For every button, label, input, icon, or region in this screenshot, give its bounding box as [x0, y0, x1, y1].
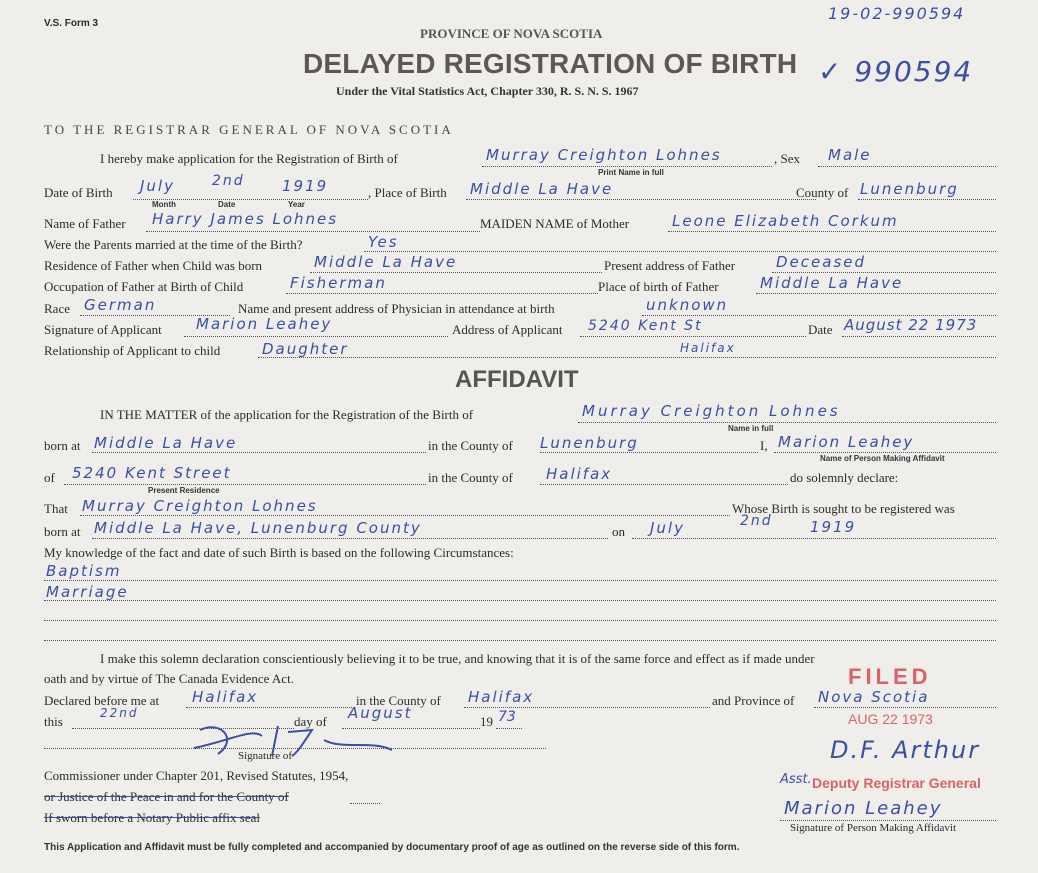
registrar-prefix: Asst.: [780, 772, 812, 787]
declared-at: Halifax: [192, 688, 259, 706]
on-month: July: [650, 519, 685, 537]
on-day: 2nd: [740, 513, 773, 529]
that-value: Murray Creighton Lohnes: [82, 497, 318, 515]
person-hint: Name of Person Making Affidavit: [820, 454, 945, 463]
relationship-value: Daughter: [262, 340, 349, 358]
year-suffix: 73: [498, 709, 516, 725]
mother-value: Leone Elizabeth Corkum: [672, 212, 899, 230]
sig-applicant-label: Signature of Applicant: [44, 322, 162, 337]
filed-stamp-date: AUG 22 1973: [848, 711, 933, 727]
dob-month: July: [140, 177, 175, 195]
father-value: Harry James Lohnes: [152, 210, 339, 228]
addr-applicant-value: 5240 Kent St: [588, 318, 703, 334]
declared-county: Halifax: [468, 688, 535, 706]
child-name: Murray Creighton Lohnes: [486, 146, 722, 164]
affidavit-heading: AFFIDAVIT: [455, 366, 579, 393]
form-subtitle: Under the Vital Statistics Act, Chapter 330, R. S. N. S. 1967: [336, 84, 639, 98]
file-number-check: ✓ 990594: [818, 55, 974, 88]
month-hint: Month: [152, 200, 176, 209]
filed-stamp: FILED: [848, 664, 932, 689]
place-value: Middle La Have: [470, 180, 614, 198]
day-of-label: day of: [294, 714, 327, 729]
this-day: 22nd: [100, 706, 139, 720]
registrar-line: TO THE REGISTRAR GENERAL OF NOVA SCOTIA: [44, 122, 454, 137]
province-label: and Province of: [712, 693, 795, 708]
present-residence-hint: Present Residence: [148, 486, 220, 495]
print-name-hint: Print Name in full: [598, 168, 664, 177]
province-heading: PROVINCE OF NOVA SCOTIA: [420, 26, 603, 41]
married-value: Yes: [368, 233, 399, 251]
circumstance-item: Marriage: [46, 583, 129, 601]
matter-name: Murray Creighton Lohnes: [582, 402, 841, 420]
residence-affidavit: 5240 Kent Street: [72, 464, 232, 482]
file-number-top: 19-02-990594: [828, 4, 966, 23]
county-label: County of: [796, 185, 849, 200]
date-label: Date: [808, 322, 833, 337]
born-at2-value: Middle La Have, Lunenburg County: [94, 519, 422, 537]
date-hint: Date: [218, 200, 236, 209]
mother-label: MAIDEN NAME of Mother: [480, 216, 630, 231]
married-label: Were the Parents married at the time of the Birth?: [44, 237, 303, 252]
deputy-registrar-stamp: Deputy Registrar General: [812, 775, 981, 791]
dob-label: Date of Birth: [44, 185, 113, 200]
justice-line: or Justice of the Peace in and for the County of: [44, 789, 289, 804]
declare-label: do solemnly declare:: [790, 470, 899, 485]
circumstance-item: Baptism: [46, 562, 122, 580]
this-label: this: [44, 714, 63, 729]
in-county-label: in the County of: [356, 693, 441, 708]
of-label: of: [44, 470, 55, 485]
occupation-value: Fisherman: [290, 274, 387, 292]
sex-value: Male: [828, 146, 872, 164]
province-value: Nova Scotia: [818, 688, 930, 706]
physician-value: unknown: [646, 296, 729, 314]
dob-year: 1919: [282, 177, 329, 195]
present-address-label: Present address of Father: [604, 258, 736, 273]
solemn-line-1: I make this solemn declaration conscientiously believing it to be true, and knowing that it is of the same force and effect as if made under: [100, 651, 815, 666]
born-at-value: Middle La Have: [94, 434, 238, 452]
month-value: August: [348, 704, 413, 722]
place-label: , Place of Birth: [368, 185, 447, 200]
dob-day: 2nd: [212, 173, 245, 189]
relationship-label: Relationship of Applicant to child: [44, 343, 221, 358]
intro-label: I hereby make application for the Registration of Birth of: [100, 151, 398, 166]
county2-label: in the County of: [428, 470, 513, 485]
father-birthplace-value: Middle La Have: [760, 274, 904, 292]
addr-applicant-city: Halifax: [680, 341, 736, 355]
signature-of-hint: Signature of: [238, 750, 293, 762]
footer-note: This Application and Affidavit must be fully completed and accompanied by documentary proof of age as outlined on the reverse side of this form.: [44, 842, 740, 853]
year-prefix: 19: [480, 714, 493, 729]
name-in-full-hint: Name in full: [728, 424, 774, 433]
county-value-affidavit: Lunenburg: [540, 434, 639, 452]
that-label: That: [44, 501, 68, 516]
father-label: Name of Father: [44, 216, 126, 231]
registrar-signature: D.F. Arthur: [830, 736, 981, 764]
addr-applicant-label: Address of Applicant: [452, 322, 563, 337]
father-birthplace-label: Place of birth of Father: [598, 279, 719, 294]
county2-value: Halifax: [546, 465, 613, 483]
present-address-value: Deceased: [776, 253, 867, 271]
applicant-signature: Marion Leahey: [196, 315, 333, 333]
on-year: 1919: [810, 518, 857, 536]
whose-label: Whose Birth is sought to be registered was: [732, 501, 955, 516]
year-hint: Year: [288, 200, 305, 209]
county-value: Lunenburg: [860, 180, 959, 198]
residence-label: Residence of Father when Child was born: [44, 258, 263, 273]
declared-label: Declared before me at: [44, 693, 160, 708]
born-at-label: born at: [44, 438, 81, 453]
i-label: I,: [760, 438, 768, 453]
on-label: on: [612, 524, 625, 539]
form-number: V.S. Form 3: [44, 18, 99, 29]
matter-label: IN THE MATTER of the application for the Registration of the Birth of: [100, 407, 474, 422]
occupation-label: Occupation of Father at Birth of Child: [44, 279, 244, 294]
race-label: Race: [44, 301, 70, 316]
sig-person-hint: Signature of Person Making Affidavit: [790, 822, 956, 834]
date-value: August 22 1973: [844, 316, 978, 334]
knowledge-label: My knowledge of the fact and date of such Birth is based on the following Circumstances:: [44, 545, 514, 560]
notary-line: If sworn before a Notary Public affix seal: [44, 810, 260, 825]
race-value: German: [84, 296, 157, 314]
commissioner-line: Commissioner under Chapter 201, Revised Statutes, 1954,: [44, 768, 349, 783]
solemn-line-2: oath and by virtue of The Canada Evidence Act.: [44, 671, 294, 686]
form-title: DELAYED REGISTRATION OF BIRTH: [303, 48, 798, 79]
residence-value: Middle La Have: [314, 253, 458, 271]
affiant-name: Marion Leahey: [778, 433, 915, 451]
physician-label: Name and present address of Physician in attendance at birth: [238, 301, 555, 316]
sex-label: , Sex: [774, 151, 800, 166]
county-label-affidavit: in the County of: [428, 438, 513, 453]
affiant-signature: Marion Leahey: [784, 798, 943, 819]
born-at2-label: born at: [44, 524, 81, 539]
